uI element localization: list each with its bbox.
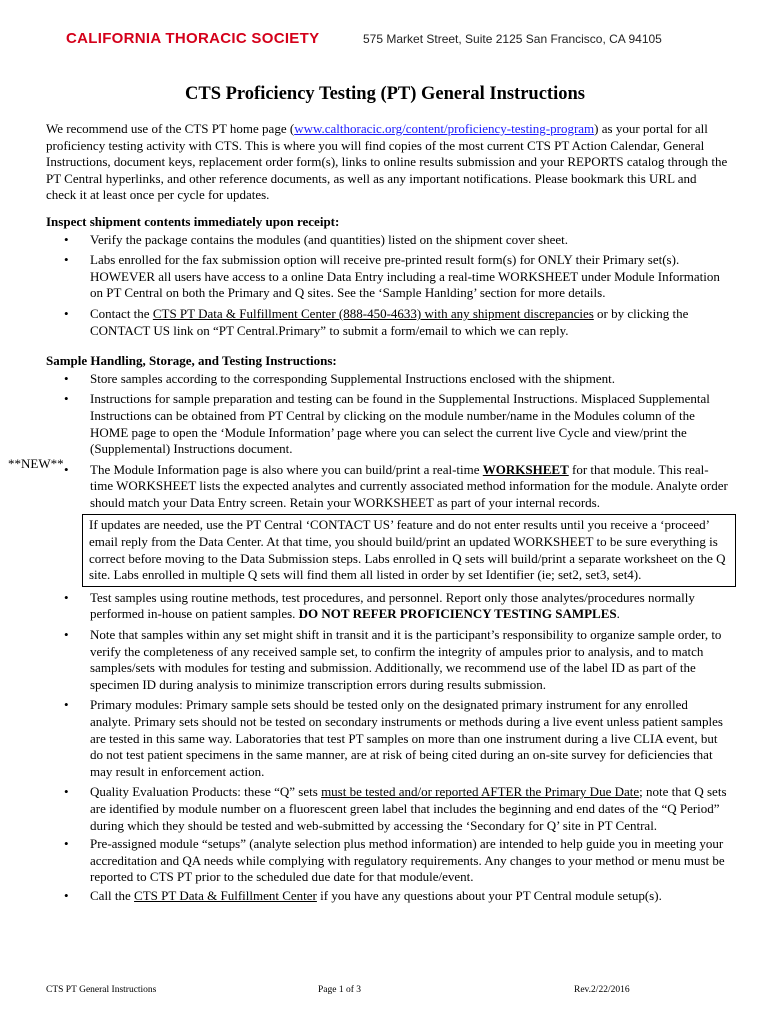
- footer-doc-name: CTS PT General Instructions: [46, 985, 157, 995]
- list-item: • Verify the package contains the modules (and quantities) listed on the shipment cover sheet.: [64, 231, 568, 247]
- page-title: CTS Proficiency Testing (PT) General Instructions: [185, 84, 585, 104]
- list-item: • Test samples using routine methods, test procedures, and personnel. Report only those analytes/procedures normally performed in-house on patient samples. DO NOT REFER PROFICIENCY TESTING SAMPLES.: [64, 589, 695, 622]
- list-item: • Store samples according to the corresponding Supplemental Instructions enclosed with the shipment.: [64, 370, 615, 386]
- data-center-reference: CTS PT Data & Fulfillment Center: [134, 887, 317, 903]
- section-heading-handling: Sample Handling, Storage, and Testing Instructions:: [46, 353, 337, 369]
- bullet-icon: •: [64, 391, 69, 407]
- home-page-link[interactable]: www.calthoracic.org/content/proficiency-testing-program: [294, 121, 595, 136]
- list-item: • Contact the CTS PT Data & Fulfillment Center (888-450-4633) with any shipment discrepancies or by clicking the CONTACT US link on “PT Central.Primary” to submit a form/email to which we can reply.: [64, 305, 689, 338]
- bullet-icon: •: [64, 887, 69, 903]
- list-item: • Labs enrolled for the fax submission option will receive pre-printed result form(s) for ONLY their Primary set(s). HOWEVER all users have access to a online Data Entry including a real-time WORKSHEET under Module Information on PT Central on both the Primary and Q sites. See the ‘Sample Hanlding’ section for more details.: [64, 252, 720, 301]
- bullet-icon: •: [64, 370, 69, 386]
- list-item: • Quality Evaluation Products: these “Q” sets must be tested and/or reported AFTER the Primary Due Date; note that Q sets are identified by module number on a fluorescent green label that includes the beginning and end dates of the “Q Period” during which they should be tested and web-submitted by accessing the ‘Secondary for Q’ site in PT Central.: [64, 784, 727, 833]
- list-item: • Call the CTS PT Data & Fulfillment Center if you have any questions about your PT Central module setup(s).: [64, 887, 662, 903]
- worksheet-term: WORKSHEET: [482, 461, 569, 477]
- list-item: • Primary modules: Primary sample sets should be tested only on the designated primary instrument for any enrolled analyte. Primary sets should not be tested on secondary instruments or methods during a live event unless patient samples are tested in this same way. Laboratories that test PT samples on more than one instrument during a live CLIA event, but do not test patient specimens in the same manner, are at risk of being cited during an on-site survey for deficiencies that may result in enforcement action.: [64, 697, 723, 779]
- handling-list-continued: [46, 590, 728, 905]
- bullet-icon: •: [64, 461, 69, 477]
- q-set-deadline: must be tested and/or reported AFTER the Primary Due Date: [321, 784, 640, 800]
- bullet-icon: •: [64, 305, 69, 321]
- bullet-icon: •: [64, 697, 69, 713]
- section-heading-inspect: Inspect shipment contents immediately upon receipt:: [46, 213, 340, 229]
- bullet-icon: •: [64, 589, 69, 605]
- bullet-icon: •: [64, 627, 69, 643]
- list-item: • Pre-assigned module “setups” (analyte selection plus method information) are intended to help guide you in meeting your accreditation and QA needs while complying with regulatory requirements. Any changes to your method or menu must be reported to CTS PT prior to the scheduled due date for that module/event.: [64, 836, 725, 885]
- org-name: CALIFORNIA THORACIC SOCIETY: [66, 30, 320, 47]
- document-body: [46, 121, 728, 905]
- bullet-icon: •: [64, 836, 69, 852]
- org-address: 575 Market Street, Suite 2125 San Francisco, CA 94105: [363, 32, 662, 46]
- inspect-list: [46, 232, 728, 340]
- list-item: • Instructions for sample preparation and testing can be found in the Supplemental Instructions. Misplaced Supplemental Instructions can be obtained from PT Central by clicking on the module number/name in the Modules column of the HOME page to open the ‘Module Information’ page where you can select the current live Cycle and view/print the (Supplemental) Instructions document.: [64, 391, 710, 457]
- intro-paragraph: We recommend use of the CTS PT home page (www.calthoracic.org/content/proficiency-testing-program) as your portal for all proficiency testing activity with CTS. This is where you will find copies of the most current CTS PT Action Calendar, General Instructions, document keys, replacement order form(s), links to online results submission and your REPORTS catalog through the PT Central hyperlinks, and other reference documents, as well as any important notifications. Please bookmark this URL and check it at least once per cycle for updates.: [46, 121, 728, 203]
- bullet-icon: •: [64, 252, 69, 268]
- data-center-contact: CTS PT Data & Fulfillment Center (888-450-4633) with any shipment discrepancies: [152, 305, 594, 321]
- worksheet-update-note: If updates are needed, use the PT Central ‘CONTACT US’ feature and do not enter results until you receive a ‘proceed’ email reply from the Data Center. At that time, you should build/print an updated WORKSHEET to be sure everything is correct before moving to the Data Submission steps. Labs enrolled in Q sets will build/print a separate worksheet on the Q site. Labs enrolled in multiple Q sets will find them all listed in order by set Identifier (ie; set2, set3, set4).: [82, 514, 736, 586]
- footer-revision: Rev.2/22/2016: [574, 985, 630, 995]
- letterhead: [66, 30, 750, 52]
- handling-list: [46, 371, 728, 512]
- new-tag: **NEW**: [8, 456, 64, 471]
- bullet-icon: •: [64, 784, 69, 800]
- list-item: • The Module Information page is also where you can build/print a real-time WORKSHEET for that module. This real-time WORKSHEET lists the expected analytes and currently associated method information for the module. Analyte order should match your Data Entry screen. Retain your WORKSHEET as part of your internal records.: [64, 461, 728, 510]
- bullet-icon: •: [64, 231, 69, 247]
- no-referral-warning: DO NOT REFER PROFICIENCY TESTING SAMPLES: [298, 606, 617, 622]
- list-item: • Note that samples within any set might shift in transit and it is the participant’s responsibility to organize sample order, to verify the completeness of any received sample set, to confirm the integrity of ampules prior to analysis, and to match samples/sets with modules for testing and submission. Additionally, we recommend use of the label ID as part of the specimen ID during analysis to minimize transcription errors during results submission.: [64, 627, 722, 692]
- footer-page-number: Page 1 of 3: [318, 985, 362, 995]
